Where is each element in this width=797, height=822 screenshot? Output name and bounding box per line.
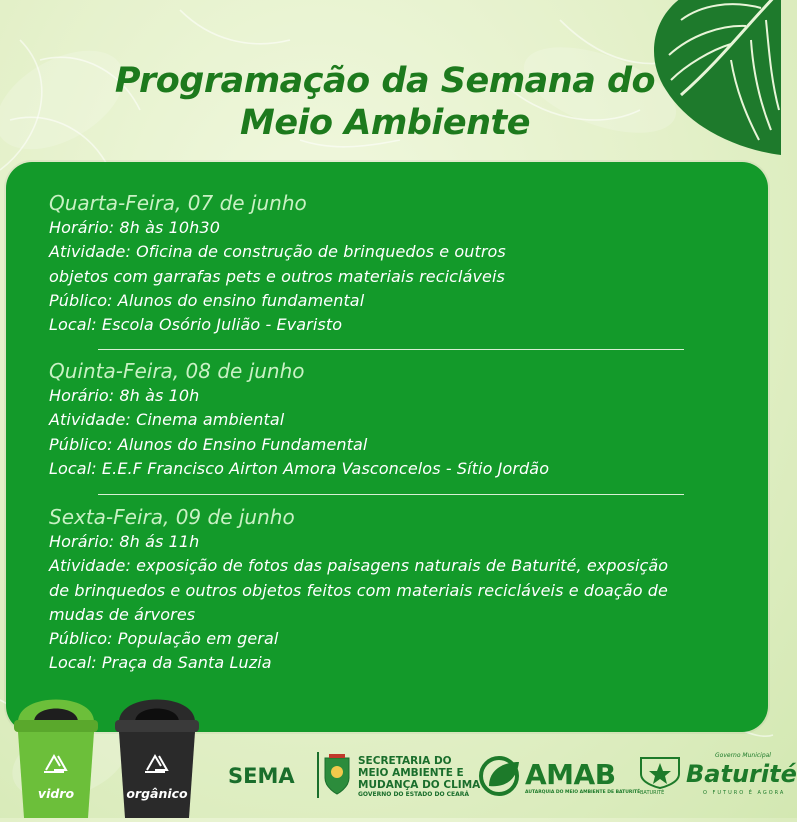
event-day-heading: Quinta-Feira, 08 de junho [49, 359, 305, 383]
secretaria-line: MEIO AMBIENTE E [358, 767, 464, 779]
event-activity: Atividade: Cinema ambiental [49, 410, 285, 430]
event-activity: Atividade: exposição de fotos das paisagens naturais de Baturité, exposição [49, 556, 669, 576]
event-day-heading: Sexta-Feira, 09 de junho [49, 505, 295, 529]
bin-label-organico: orgânico [126, 786, 188, 801]
event-time: Horário: 8h às 10h30 [49, 218, 220, 237]
baturite-slogan: O FUTURO É AGORA [703, 790, 786, 796]
secretaria-line: MUDANÇA DO CLIMA [358, 779, 481, 791]
recycling-bin-organico [113, 682, 201, 818]
title-line-1: Programação da Semana do [114, 61, 656, 101]
schedule-panel [6, 162, 768, 732]
secretaria-line: SECRETARIA DO [358, 755, 452, 767]
event-activity: Atividade: Oficina de construção de brinquedos e outros [49, 242, 506, 262]
amab-logo: AMAB [525, 758, 616, 791]
bin-label-vidro: vidro [37, 786, 75, 801]
event-day-heading: Quarta-Feira, 07 de junho [49, 191, 307, 215]
baturite-crest-label: BATURITÉ [640, 790, 665, 796]
sema-logo: SEMA [228, 764, 295, 788]
page-title [60, 60, 710, 144]
event-activity-cont: mudas de árvores [49, 604, 196, 624]
event-location: Local: Escola Osório Julião - Evaristo [49, 315, 343, 335]
footer-logos [225, 748, 797, 808]
event-activity-cont: de brinquedos e outros objetos feitos com materiais recicláveis e doação de [49, 580, 668, 600]
amab-leaf-icon [479, 756, 523, 796]
event-time: Horário: 8h ás 11h [49, 532, 200, 551]
event-wednesday [49, 190, 749, 337]
event-location: Local: Praça da Santa Luzia [49, 653, 272, 673]
recycling-bin-vidro [12, 682, 100, 818]
event-audience: Público: Alunos do Ensino Fundamental [49, 434, 368, 454]
event-time: Horário: 8h às 10h [49, 386, 200, 405]
divider [98, 494, 684, 495]
baturite-crest-icon [637, 754, 683, 790]
amab-subtitle: AUTARQUIA DO MEIO AMBIENTE DE BATURITÉ [525, 790, 641, 795]
event-audience: Público: Alunos do ensino fundamental [49, 290, 365, 310]
baturite-top-text: Governo Municipal [715, 752, 771, 759]
secretaria-logo [358, 755, 480, 799]
ceara-coat-of-arms-icon [315, 752, 353, 798]
event-audience: Público: População em geral [49, 629, 279, 649]
event-location: Local: E.E.F Francisco Airton Amora Vasconcelos - Sítio Jordão [49, 458, 550, 478]
divider [98, 349, 684, 350]
event-friday [49, 504, 749, 676]
baturite-logo: Baturité [686, 760, 797, 788]
secretaria-line: GOVERNO DO ESTADO DO CEARÁ [358, 791, 470, 798]
event-activity-cont: objetos com garrafas pets e outros materiais recicláveis [49, 266, 505, 286]
event-thursday [49, 358, 749, 481]
title-line-2: Meio Ambiente [239, 103, 531, 143]
